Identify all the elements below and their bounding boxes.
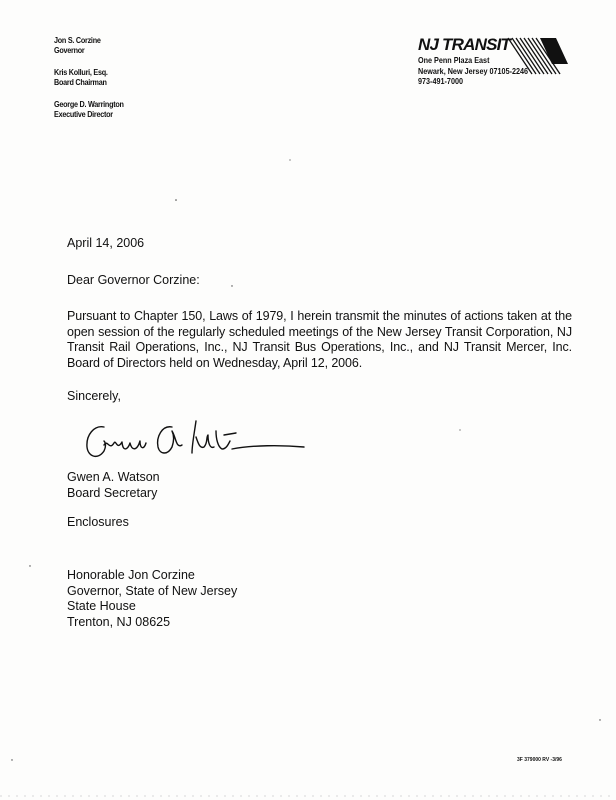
address-line-1: One Penn Plaza East bbox=[418, 55, 490, 65]
phone-number: 973-491-7000 bbox=[418, 76, 463, 86]
recipient-city: Trenton, NJ 08625 bbox=[67, 614, 171, 629]
enclosures-note: Enclosures bbox=[67, 515, 129, 529]
recipient-building: State House bbox=[67, 599, 136, 613]
signer-title: Board Secretary bbox=[67, 485, 158, 500]
address-line-2: Newark, New Jersey 07105-2246 bbox=[418, 65, 529, 76]
closing: Sincerely, bbox=[67, 389, 121, 403]
body-paragraph: Pursuant to Chapter 150, Laws of 1979, I herein transmit the minutes of actions taken at the open session of the regularly scheduled meetings of the New Jersey Transit Corporation, NJ Transit Rail Operations, Inc., NJ Transit Bus Operations, Inc., and NJ Transit Mercer, Inc. Board of Directors held on Wednesday, April 12, 2006. bbox=[67, 309, 572, 370]
officer-name: George D. Warrington bbox=[54, 99, 124, 109]
form-code: 3F 379000 RV -3/96 bbox=[517, 757, 562, 763]
officer-title: Executive Director bbox=[54, 109, 113, 119]
officer-name: Kris Kolluri, Esq. bbox=[54, 67, 108, 77]
recipient-name: Honorable Jon Corzine bbox=[67, 568, 195, 582]
officer-title: Board Chairman bbox=[54, 77, 107, 87]
signer-name: Gwen A. Watson bbox=[67, 470, 160, 484]
officer-name: Jon S. Corzine bbox=[54, 35, 101, 45]
letter-date: April 14, 2006 bbox=[67, 236, 145, 250]
officer-title: Governor bbox=[54, 45, 85, 55]
nj-transit-logo: NJ TRANSIT bbox=[418, 35, 511, 54]
recipient-title: Governor, State of New Jersey bbox=[67, 583, 238, 598]
salutation: Dear Governor Corzine: bbox=[67, 273, 200, 287]
